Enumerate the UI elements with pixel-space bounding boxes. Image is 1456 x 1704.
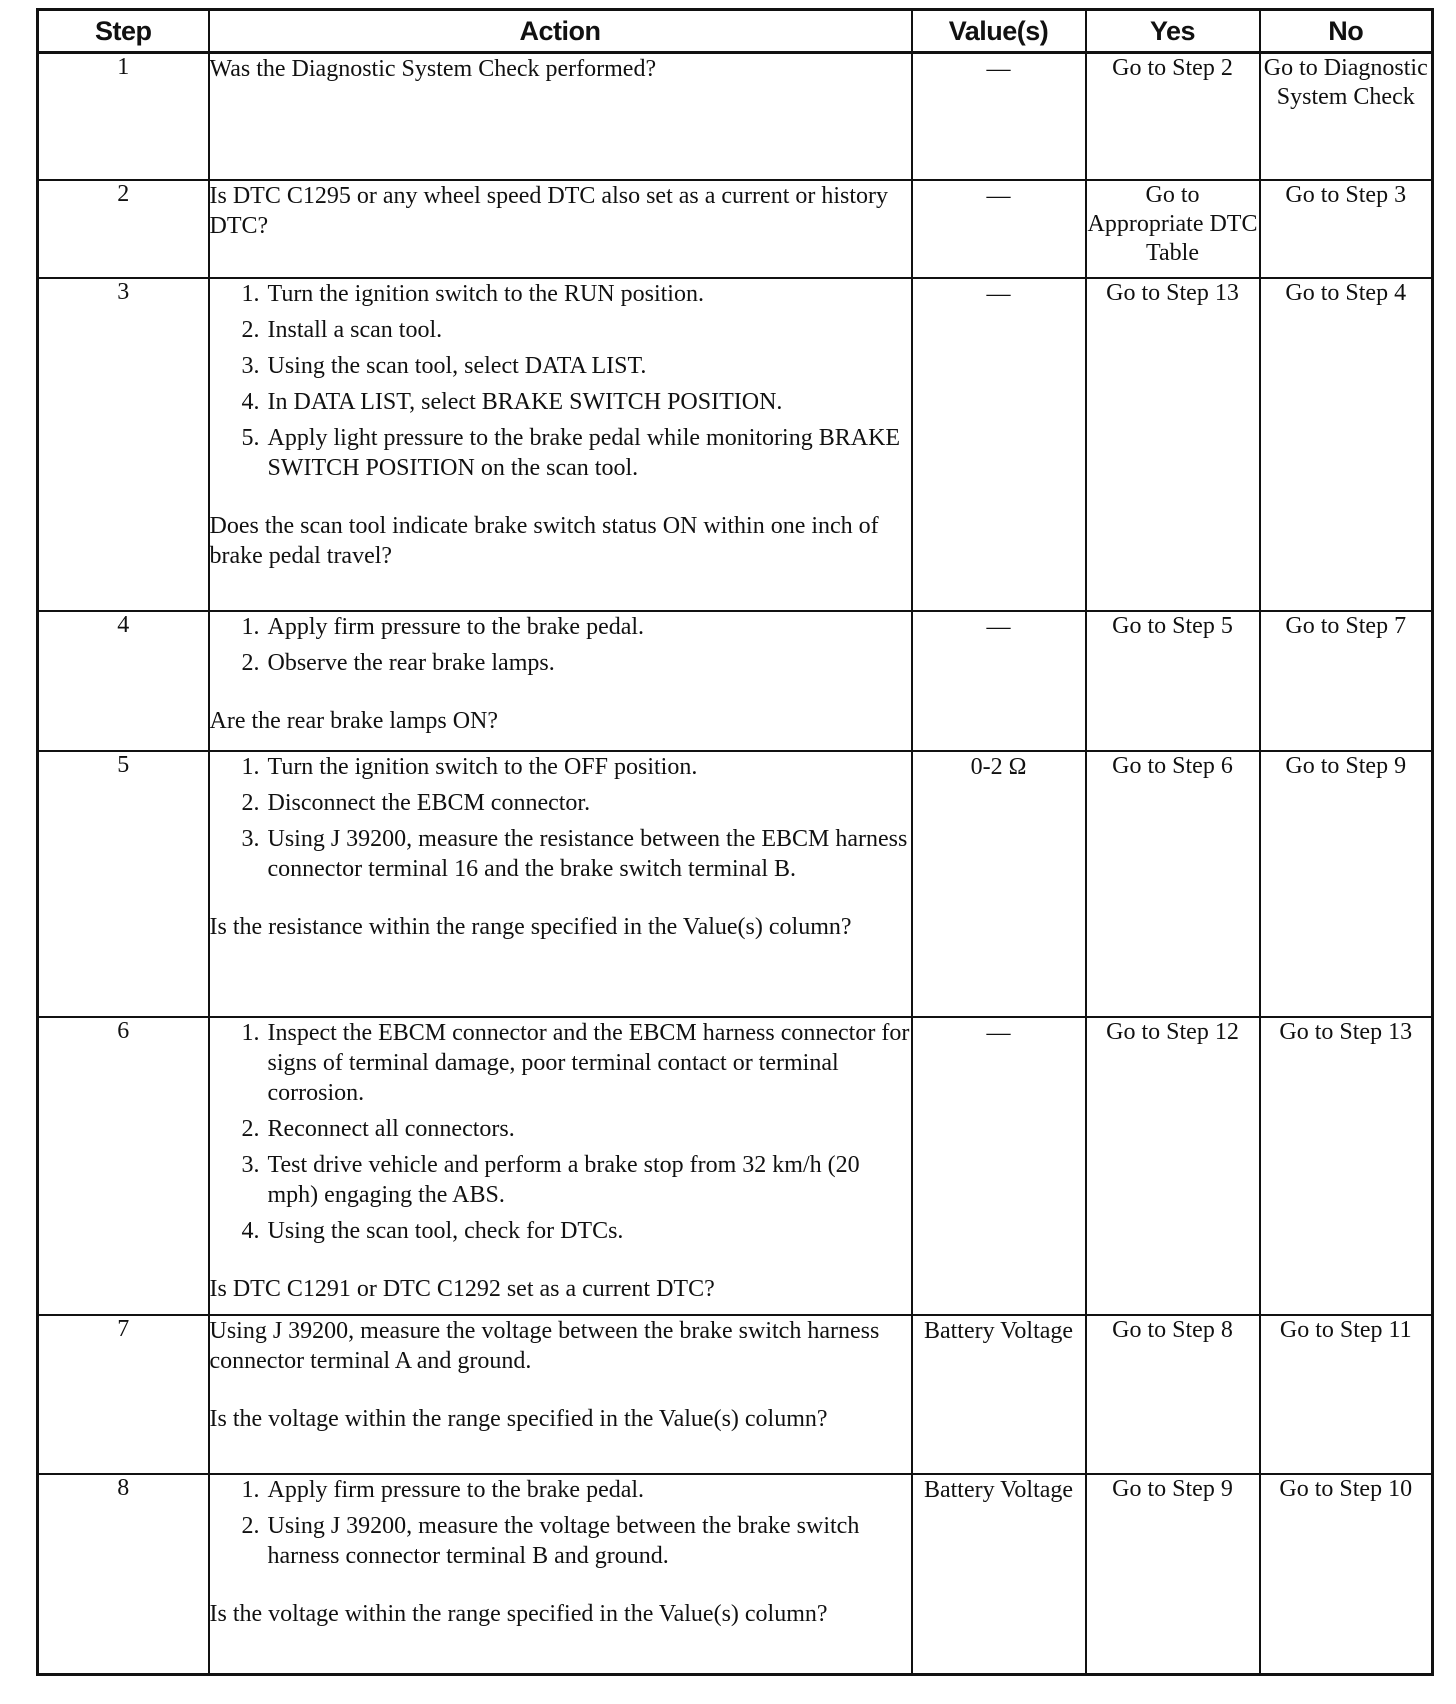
step-number: 1 bbox=[38, 53, 209, 180]
step-number: 7 bbox=[38, 1315, 209, 1474]
action-question: Is DTC C1291 or DTC C1292 set as a current DTC? bbox=[209, 1276, 715, 1303]
step-number: 8 bbox=[38, 1474, 209, 1674]
no-cell: Go to Step 10 bbox=[1260, 1474, 1433, 1674]
action-step: 4. In DATA LIST, select BRAKE SWITCH POSITION. bbox=[266, 387, 911, 417]
yes-cell: Go to Step 2 bbox=[1086, 53, 1260, 180]
no-cell: Go to Diagnostic System Check bbox=[1260, 53, 1433, 180]
value-cell: — bbox=[912, 278, 1086, 611]
action-cell bbox=[209, 53, 912, 180]
value-cell: — bbox=[912, 611, 1086, 751]
action-step: 1. Turn the ignition switch to the OFF position. bbox=[266, 752, 911, 782]
value-cell: — bbox=[912, 180, 1086, 278]
no-cell: Go to Step 11 bbox=[1260, 1315, 1433, 1474]
step-number: 6 bbox=[38, 1017, 209, 1315]
action-step: 4. Using the scan tool, check for DTCs. bbox=[266, 1216, 911, 1246]
action-steps-list bbox=[210, 752, 911, 884]
action-text: Using J 39200, measure the voltage between the brake switch harness connector terminal A and ground. bbox=[209, 1318, 880, 1375]
action-step: 2. Reconnect all connectors. bbox=[266, 1114, 911, 1144]
no-cell: Go to Step 13 bbox=[1260, 1017, 1433, 1315]
yes-cell: Go to Step 9 bbox=[1086, 1474, 1260, 1674]
yes-cell: Go to Step 5 bbox=[1086, 611, 1260, 751]
header-values: Value(s) bbox=[912, 10, 1086, 53]
action-cell bbox=[209, 278, 912, 611]
no-cell: Go to Step 9 bbox=[1260, 751, 1433, 1017]
action-question: Does the scan tool indicate brake switch status ON within one inch of brake pedal travel? bbox=[209, 512, 879, 569]
header-yes: Yes bbox=[1086, 10, 1260, 53]
yes-cell: Go to Step 13 bbox=[1086, 278, 1260, 611]
table-row-step-6 bbox=[38, 1017, 1433, 1315]
diagnostic-table bbox=[36, 8, 1434, 1676]
no-cell: Go to Step 4 bbox=[1260, 278, 1433, 611]
yes-cell: Go to Appropriate DTC Table bbox=[1086, 180, 1260, 278]
header-no: No bbox=[1260, 10, 1433, 53]
table-row-step-8 bbox=[38, 1474, 1433, 1674]
action-question: Is the voltage within the range specified in the Value(s) column? bbox=[209, 1601, 828, 1628]
header-step: Step bbox=[38, 10, 209, 53]
action-step: 1. Apply firm pressure to the brake pedal. bbox=[266, 1475, 911, 1505]
header-action: Action bbox=[209, 10, 912, 53]
table-row-step-3 bbox=[38, 278, 1433, 611]
value-cell: 0-2 Ω bbox=[912, 751, 1086, 1017]
action-question: Are the rear brake lamps ON? bbox=[209, 707, 499, 734]
action-step: 1. Turn the ignition switch to the RUN position. bbox=[266, 279, 911, 309]
no-cell: Go to Step 7 bbox=[1260, 611, 1433, 751]
value-cell: Battery Voltage bbox=[912, 1315, 1086, 1474]
action-cell bbox=[209, 1315, 912, 1474]
action-question: Is the resistance within the range specified in the Value(s) column? bbox=[209, 913, 852, 940]
action-question: Is the voltage within the range specified in the Value(s) column? bbox=[209, 1406, 828, 1433]
step-number: 2 bbox=[38, 180, 209, 278]
action-steps-list bbox=[210, 279, 911, 483]
step-number: 5 bbox=[38, 751, 209, 1017]
yes-cell: Go to Step 8 bbox=[1086, 1315, 1260, 1474]
table-row-step-7 bbox=[38, 1315, 1433, 1474]
table-row-step-1 bbox=[38, 53, 1433, 180]
action-cell bbox=[209, 1474, 912, 1674]
action-cell bbox=[209, 611, 912, 751]
action-step: 2. Install a scan tool. bbox=[266, 315, 911, 345]
action-cell bbox=[209, 180, 912, 278]
yes-cell: Go to Step 12 bbox=[1086, 1017, 1260, 1315]
action-text: Was the Diagnostic System Check performed? bbox=[209, 56, 657, 82]
action-step: 1. Apply firm pressure to the brake pedal. bbox=[266, 612, 911, 642]
header-row bbox=[38, 10, 1433, 53]
action-step: 5. Apply light pressure to the brake pedal while monitoring BRAKE SWITCH POSITION on the scan tool. bbox=[266, 423, 911, 483]
yes-cell: Go to Step 6 bbox=[1086, 751, 1260, 1017]
step-number: 4 bbox=[38, 611, 209, 751]
action-cell bbox=[209, 751, 912, 1017]
action-cell bbox=[209, 1017, 912, 1315]
action-steps-list bbox=[210, 1475, 911, 1571]
value-cell: — bbox=[912, 1017, 1086, 1315]
action-step: 3. Test drive vehicle and perform a brake stop from 32 km/h (20 mph) engaging the ABS. bbox=[266, 1150, 911, 1210]
step-number: 3 bbox=[38, 278, 209, 611]
action-text: Is DTC C1295 or any wheel speed DTC also set as a current or history DTC? bbox=[209, 182, 889, 239]
action-steps-list bbox=[210, 612, 911, 678]
action-steps-list bbox=[210, 1018, 911, 1246]
value-cell: Battery Voltage bbox=[912, 1474, 1086, 1674]
action-step: 2. Disconnect the EBCM connector. bbox=[266, 788, 911, 818]
table-row-step-4 bbox=[38, 611, 1433, 751]
value-cell: — bbox=[912, 53, 1086, 180]
no-cell: Go to Step 3 bbox=[1260, 180, 1433, 278]
action-step: 3. Using the scan tool, select DATA LIST. bbox=[266, 351, 911, 381]
table-row-step-2 bbox=[38, 180, 1433, 278]
table-row-step-5 bbox=[38, 751, 1433, 1017]
action-step: 1. Inspect the EBCM connector and the EBCM harness connector for signs of terminal damage, poor terminal contact or terminal corrosion. bbox=[266, 1018, 911, 1108]
action-step: 2. Using J 39200, measure the voltage between the brake switch harness connector terminal B and ground. bbox=[266, 1511, 911, 1571]
action-step: 3. Using J 39200, measure the resistance between the EBCM harness connector terminal 16 and the brake switch terminal B. bbox=[266, 824, 911, 884]
action-step: 2. Observe the rear brake lamps. bbox=[266, 648, 911, 678]
